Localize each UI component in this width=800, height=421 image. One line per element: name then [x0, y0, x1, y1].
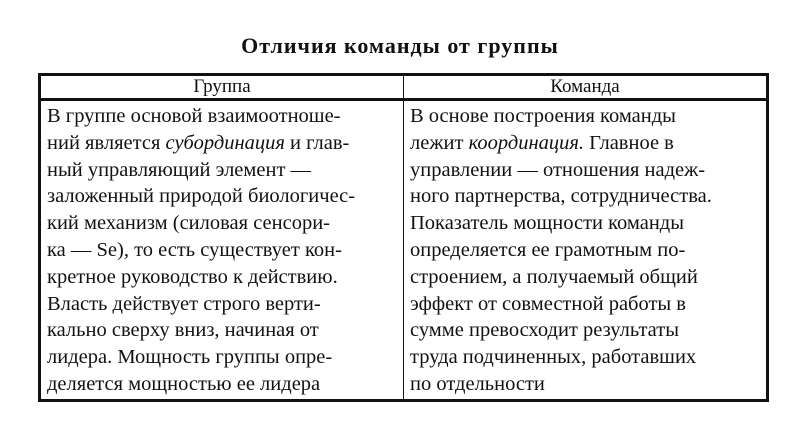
text-line	[47, 371, 399, 398]
text-line	[410, 130, 762, 157]
text-segment: эффект от совместной работы в	[410, 292, 686, 315]
text-segment: В группе основой взаимоотноше-	[47, 105, 341, 127]
text-line	[410, 344, 762, 371]
text-line	[47, 264, 399, 291]
text-segment: кретное руководство к действию.	[47, 265, 338, 288]
text-line	[410, 371, 762, 398]
team-description-cell	[404, 100, 768, 401]
text-line	[47, 291, 399, 318]
text-line	[410, 210, 762, 237]
text-line	[47, 317, 399, 344]
text-line	[47, 183, 399, 210]
text-segment: лежит	[410, 131, 469, 154]
text-segment: определяется ее грамотным по-	[410, 238, 686, 261]
text-segment: ного партнерства, сотрудничества.	[410, 185, 712, 208]
page-title: Отличия команды от группы	[241, 33, 559, 58]
table-row	[40, 100, 768, 401]
text-segment: заложенный природой биологичес-	[47, 185, 356, 208]
text-segment: Власть действует строго верти-	[47, 292, 321, 315]
text-line	[410, 291, 762, 318]
text-line	[410, 317, 762, 344]
text-segment: кий механизм (силовая сенсори-	[47, 212, 331, 235]
group-description-cell	[40, 100, 404, 401]
text-segment: ный управляющий элемент —	[47, 158, 312, 181]
text-line	[47, 157, 399, 184]
text-line	[47, 237, 399, 264]
text-segment: Показатель мощности команды	[410, 212, 685, 235]
text-segment: и глав-	[284, 131, 350, 154]
text-line	[410, 157, 762, 184]
text-segment: сумме превосходит результаты	[410, 319, 679, 342]
header-team: Команда	[404, 75, 768, 100]
text-segment: по отдельности	[410, 372, 545, 395]
text-segment: лидера. Мощность группы опре-	[47, 346, 333, 369]
text-segment: деляется мощностью ее лидера	[47, 372, 321, 395]
emphasis-term: субординация	[165, 131, 285, 154]
text-segment: ка — Se), то есть существует кон-	[47, 238, 342, 261]
emphasis-term: координация.	[468, 131, 585, 154]
text-segment: ний является	[47, 131, 166, 154]
text-line	[410, 264, 762, 291]
text-line	[410, 183, 762, 210]
text-segment: кально сверху вниз, начиная от	[47, 319, 319, 342]
text-segment: труда подчиненных, работавших	[410, 346, 697, 369]
comparison-table	[38, 73, 769, 402]
text-segment: управлении — отношения надеж-	[410, 158, 706, 181]
text-line	[410, 103, 762, 130]
text-line	[410, 237, 762, 264]
text-line	[47, 103, 399, 130]
text-segment: Главное в	[584, 131, 674, 154]
text-line	[47, 344, 399, 371]
header-group: Группа	[40, 75, 404, 100]
text-line	[47, 210, 399, 237]
text-line	[47, 130, 399, 157]
text-segment: строением, а получаемый общий	[410, 265, 698, 288]
table-header-row	[40, 75, 768, 100]
text-segment: В основе построения команды	[410, 105, 676, 127]
